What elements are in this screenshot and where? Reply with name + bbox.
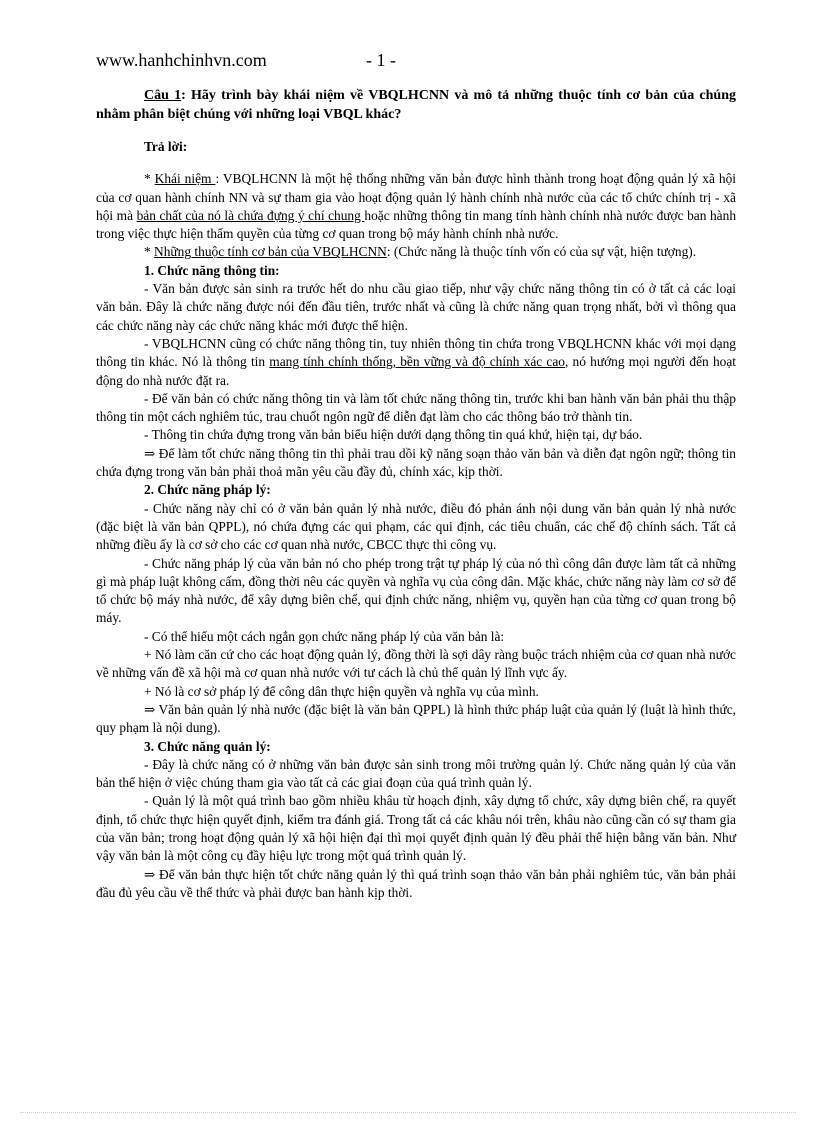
page-bottom-divider bbox=[20, 1112, 796, 1113]
page-header bbox=[96, 50, 716, 76]
attributes-paragraph bbox=[96, 243, 736, 261]
section-2-conclusion bbox=[96, 701, 736, 738]
section-2-paragraph: - Chức năng này chỉ có ở văn bản quản lý nhà nước, điều đó phản ánh nội dung văn bản quản lý nhà nước (đặc biệt là văn bản QPPL), nó chứa đựng các qui phạm, các qui định, các tiêu chuẩn, các chế độ chính sách. Tất cả những điều ấy là cơ sở cho các cơ quan nhà nước, CBCC thực thi công vụ. bbox=[96, 500, 736, 553]
section-1-paragraph bbox=[96, 335, 736, 390]
concept-paragraph bbox=[96, 170, 736, 243]
text-run: Văn bản quản lý nhà nước (đặc biệt là văn bản QPPL) là hình thức pháp luật của quản lý (luật là hình thức, quy phạm là nội dung). bbox=[96, 701, 737, 736]
section-3-title: 3. Chức năng quản lý: bbox=[144, 738, 271, 754]
text-run: , nó hướng mọi người đến hoạt động do nhà nước đặt ra. bbox=[96, 354, 737, 388]
concept-label: Khái niệm bbox=[154, 171, 216, 187]
section-3-paragraph: - Đây là chức năng có ở những văn bản được sản sinh trong môi trường quản lý. Chức năng quản lý của văn bản thể hiện ở việc chúng tham gia vào tất cả các giai đoạn của quá trình quản lý. bbox=[96, 756, 736, 791]
page-number: - 1 - bbox=[366, 50, 396, 70]
section-1-paragraph: - Thông tin chứa đựng trong văn bản biểu hiện dưới dạng thông tin quá khứ, hiện tại, dự báo. bbox=[144, 427, 643, 443]
implies-arrow-icon: ⇒ bbox=[144, 701, 159, 717]
concept-underlined: bản chất của nó là chứa đựng ý chí chung bbox=[136, 207, 365, 223]
question-text: : Hãy trình bày khái niệm về VBQLHCNN và mô tả những thuộc tính cơ bản của chúng nhằm phân biệt chúng với những loại VBQL khác? bbox=[96, 88, 736, 122]
section-2-paragraph: + Nó là cơ sở pháp lý để công dân thực hiện quyền và nghĩa vụ của mình. bbox=[144, 683, 539, 699]
answer-label: Trả lời: bbox=[144, 139, 188, 154]
concept-text-1: : VBQLHCNN là một hệ thống những văn bản được hình thành trong hoạt động quản lý xã hội của cơ quan hành chính NN và sự tham gia vào hoạt động quản lý hành chính nhà nước của các tổ chức chính trị - xã hội mà bbox=[96, 171, 737, 223]
section-3-conclusion bbox=[96, 866, 736, 903]
attributes-label: Những thuộc tính cơ bản của VBQLHCNN bbox=[154, 244, 387, 260]
section-1-paragraph: - Để văn bản có chức năng thông tin và làm tốt chức năng thông tin, trước khi ban hành văn bản phải thu thập thông tin một cách nghiêm túc, trau chuốt ngôn ngữ để diễn đạt làm cho các thông báo trở thành tin. bbox=[96, 390, 736, 425]
question-heading bbox=[96, 86, 736, 124]
section-2-title: 2. Chức năng pháp lý: bbox=[144, 482, 271, 498]
bullet: * bbox=[144, 244, 155, 260]
question-label: Câu 1 bbox=[144, 88, 182, 103]
section-2-paragraph: + Nó làm căn cứ cho các hoạt động quản lý, đồng thời là sợi dây ràng buộc trách nhiệm của cơ quan nhà nước về những vấn đề xã hội mà cơ quan nhà nước với tư cách là chủ thể quản lý lĩnh vực ấy. bbox=[96, 647, 736, 681]
text-run: - VBQLHCNN cũng có chức năng thông tin, tuy nhiên thông tin chứa trong VBQLHCNN khác với mọi dạng thông tin khác. Nó là thông tin bbox=[96, 335, 736, 370]
document-body bbox=[96, 86, 736, 902]
section-1-paragraph: - Văn bản được sản sinh ra trước hết do nhu cầu giao tiếp, như vậy chức năng thông tin có ở tất cả các loại văn bản. Đây là chức năng được nói đến đầu tiên, trước nhất và cũng là chức năng quan trọng nhất, bởi vì thông qua các chức năng này các chức năng khác mới được thể hiện. bbox=[96, 281, 736, 333]
implies-arrow-icon: ⇒ bbox=[144, 445, 159, 461]
section-1-conclusion bbox=[96, 445, 736, 482]
underlined-phrase: mang tính chính thống, bền vững và độ chính xác cao bbox=[269, 354, 566, 370]
implies-arrow-icon: ⇒ bbox=[144, 866, 160, 882]
concept-text-2: hoặc những thông tin mang tính hành chính nhà nước được ban hành trong việc thực hiện thẩm quyền của từng cơ quan trong bộ máy hành chính nhà nước. bbox=[96, 207, 737, 242]
section-3-paragraph: - Quản lý là một quá trình bao gồm nhiều khâu từ hoạch định, xây dựng tổ chức, xây dựng biên chế, ra quyết định, tổ chức thực hiện quyết định, kiểm tra đánh giá. Trong tất cả các khâu nói trên, khâu nào cũng cần có sự tham gia của văn bản; trong hoạt động quản lý xã hội hiện đại thì mọi quyết định quản lý đều phải thể hiện bằng văn bản. Như vậy văn bản là một công cụ đầy hiệu lực trong một quá trình quản lý. bbox=[96, 793, 736, 864]
bullet: * bbox=[144, 171, 155, 187]
section-2-paragraph: - Có thể hiểu một cách ngắn gọn chức năng pháp lý của văn bản là: bbox=[144, 628, 505, 644]
site-url: www.hanhchinhvn.com bbox=[96, 50, 267, 70]
section-2-paragraph: - Chức năng pháp lý của văn bản nó cho phép trong trật tự pháp lý của nó thì công dân được làm tất cả những gì mà pháp luật không cấm, đồng thời nêu các quyền và nghĩa vụ của công dân. Mặc khác, chức năng này làm cơ sở để tổ chức bộ máy nhà nước, để xây dựng biên chế, qui định chức năng, nhiệm vụ, quyền hạn của từng cơ quan trong bộ máy. bbox=[96, 555, 736, 626]
section-1-title: 1. Chức năng thông tin: bbox=[144, 262, 280, 278]
text-run: Để làm tốt chức năng thông tin thì phải trau dồi kỹ năng soạn thảo văn bản và diễn đạt ngôn ngữ; thông tin chứa đựng trong văn bản phải thoả mãn yêu cầu đầy đủ, chính xác, kịp thời. bbox=[96, 445, 736, 480]
text-run: Để văn bản thực hiện tốt chức năng quản lý thì quá trình soạn thảo văn bản phải nghiêm túc, văn bản phải đầu đủ yêu cầu về thể thức và phải được ban hành kịp thời. bbox=[96, 866, 736, 900]
attributes-text: : (Chức năng là thuộc tính vốn có của sự vật, hiện tượng). bbox=[386, 244, 697, 260]
